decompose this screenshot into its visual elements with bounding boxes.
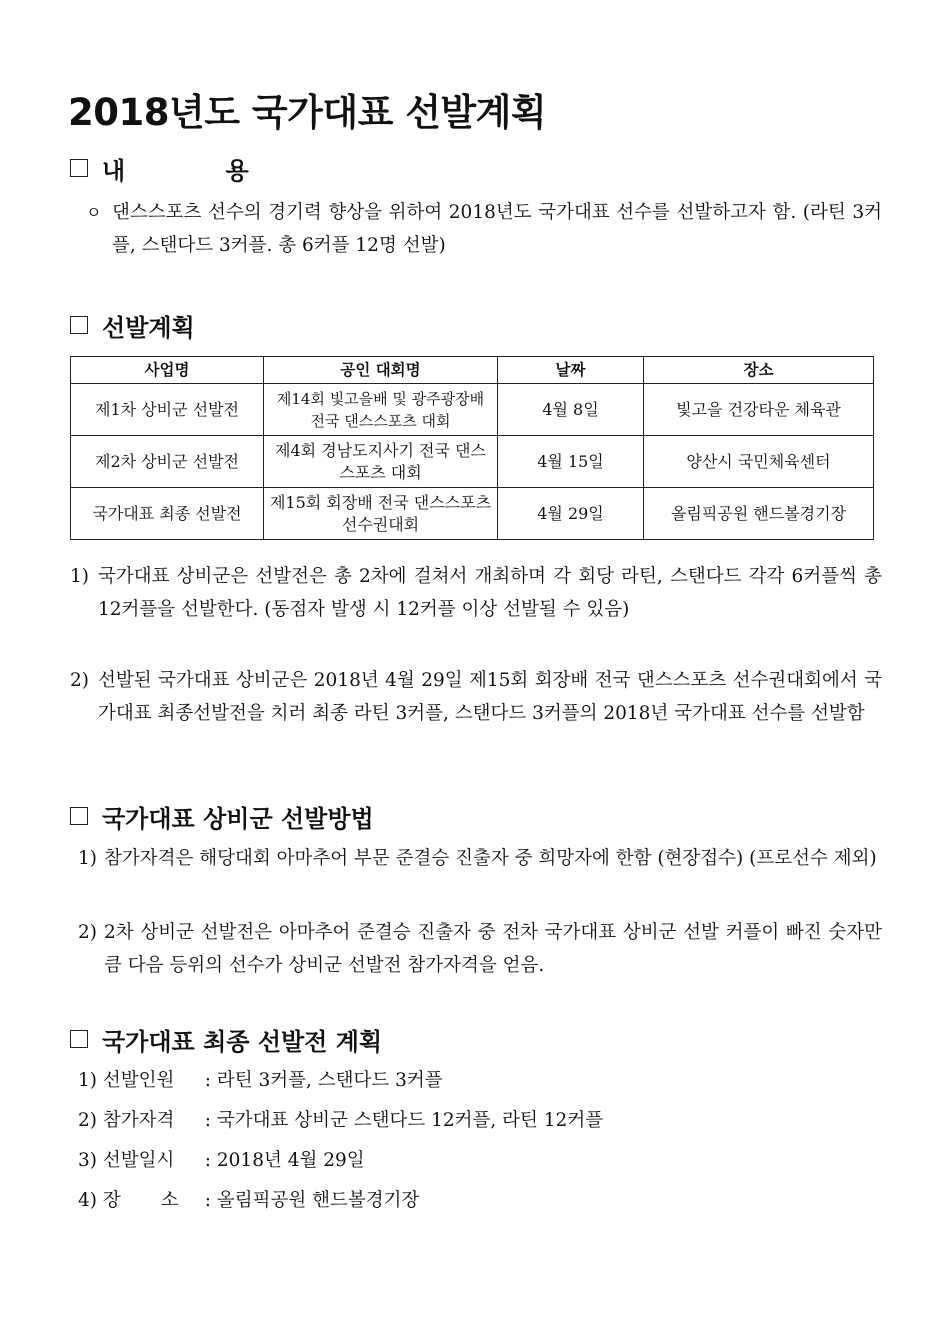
item-number: 2) <box>78 1110 97 1131</box>
item-value: : 국가대표 상비군 스탠다드 12커플, 라틴 12커플 <box>204 1110 604 1131</box>
item-number: 1) <box>78 1070 97 1091</box>
table-cell: 4월 8일 <box>498 384 644 436</box>
item-number: 2) <box>78 922 97 943</box>
section-heading-method <box>70 800 374 832</box>
item-text: 참가자격은 해당대회 아마추어 부문 준결승 진출자 중 희망자에 한함 (현장접수) (프로선수 제외) <box>104 848 877 869</box>
item-number: 4) <box>78 1190 97 1211</box>
content-text: 댄스스포츠 선수의 경기력 향상을 위하여 2018년도 국가대표 선수를 선발하고자 함. (라틴 3커플, 스탠다드 3커플. 총 6커플 12명 선발) <box>112 202 882 256</box>
table-cell: 제15회 회장배 전국 댄스스포츠 선수권대회 <box>264 488 498 540</box>
selection-plan-table <box>70 356 874 540</box>
note-number: 1) <box>70 566 89 587</box>
table-row <box>71 384 874 436</box>
table-cell: 제14회 빛고을배 및 광주광장배 전국 댄스스포츠 대회 <box>264 384 498 436</box>
section-heading-label: 국가대표 상비군 선발방법 <box>102 804 374 833</box>
table-row <box>71 488 874 540</box>
column-header: 공인 대회명 <box>264 357 498 384</box>
table-row <box>71 436 874 488</box>
item-number: 3) <box>78 1150 97 1171</box>
column-header: 장소 <box>644 357 874 384</box>
item-value: : 라틴 3커플, 스탠다드 3커플 <box>204 1070 443 1091</box>
table-cell: 제1차 상비군 선발전 <box>71 384 264 436</box>
table-cell: 제2차 상비군 선발전 <box>71 436 264 488</box>
item-value: : 2018년 4월 29일 <box>204 1150 365 1171</box>
content-paragraph <box>86 196 882 262</box>
plan-note <box>70 560 882 626</box>
table-cell: 빛고을 건강타운 체육관 <box>644 384 874 436</box>
checkbox-square-icon <box>70 316 88 334</box>
section-heading-label: 국가대표 최종 선발전 계획 <box>102 1027 383 1056</box>
table-cell: 4월 15일 <box>498 436 644 488</box>
item-value: : 올림픽공원 핸드볼경기장 <box>204 1190 420 1211</box>
item-label: 선발인원 <box>102 1070 175 1091</box>
checkbox-square-icon <box>70 159 88 177</box>
item-label: 참가자격 <box>102 1110 175 1131</box>
note-text: 국가대표 상비군은 선발전은 총 2차에 걸쳐서 개최하며 각 회당 라틴, 스탠다드 각각 6커플씩 총 12커플을 선발한다. (동점자 발생 시 12커플 이상 선발될 수 있음) <box>98 566 882 620</box>
column-header: 날짜 <box>498 357 644 384</box>
page-title: 2018년도 국가대표 선발계획 <box>68 91 547 134</box>
plan-note <box>70 664 882 730</box>
note-number: 2) <box>70 670 89 691</box>
item-number: 1) <box>78 848 97 869</box>
item-text: 2차 상비군 선발전은 아마추어 준결승 진출자 중 전차 국가대표 상비군 선발 커플이 빠진 숫자만큼 다음 등위의 선수가 상비군 선발전 참가자격을 얻음. <box>104 922 882 976</box>
table-cell: 4월 29일 <box>498 488 644 540</box>
final-plan-item <box>78 1106 603 1136</box>
item-label: 선발일시 <box>102 1150 175 1171</box>
table-cell: 올림픽공원 핸드볼경기장 <box>644 488 874 540</box>
checkbox-square-icon <box>70 1030 88 1048</box>
table-cell: 양산시 국민체육센터 <box>644 436 874 488</box>
section-heading-final <box>70 1023 382 1055</box>
table-header-row <box>71 357 874 384</box>
item-label: 장 소 <box>102 1190 179 1211</box>
circle-bullet-icon: ㅇ <box>86 203 102 222</box>
section-heading-label: 내 용 <box>102 156 295 185</box>
final-plan-item <box>78 1146 365 1176</box>
final-plan-item <box>78 1066 443 1096</box>
column-header: 사업명 <box>71 357 264 384</box>
method-item <box>78 916 882 982</box>
table-cell: 국가대표 최종 선발전 <box>71 488 264 540</box>
final-plan-item <box>78 1186 419 1216</box>
section-heading-label: 선발계획 <box>102 313 195 342</box>
checkbox-square-icon <box>70 807 88 825</box>
section-heading-content <box>70 152 295 184</box>
table-cell: 제4회 경남도지사기 전국 댄스스포츠 대회 <box>264 436 498 488</box>
note-text: 선발된 국가대표 상비군은 2018년 4월 29일 제15회 회장배 전국 댄스스포츠 선수권대회에서 국가대표 최종선발전을 치러 최종 라틴 3커플, 스탠다드 3커플의 2018년 국가대표 선수를 선발함 <box>98 670 882 724</box>
method-item <box>78 842 882 875</box>
section-heading-plan <box>70 309 195 341</box>
